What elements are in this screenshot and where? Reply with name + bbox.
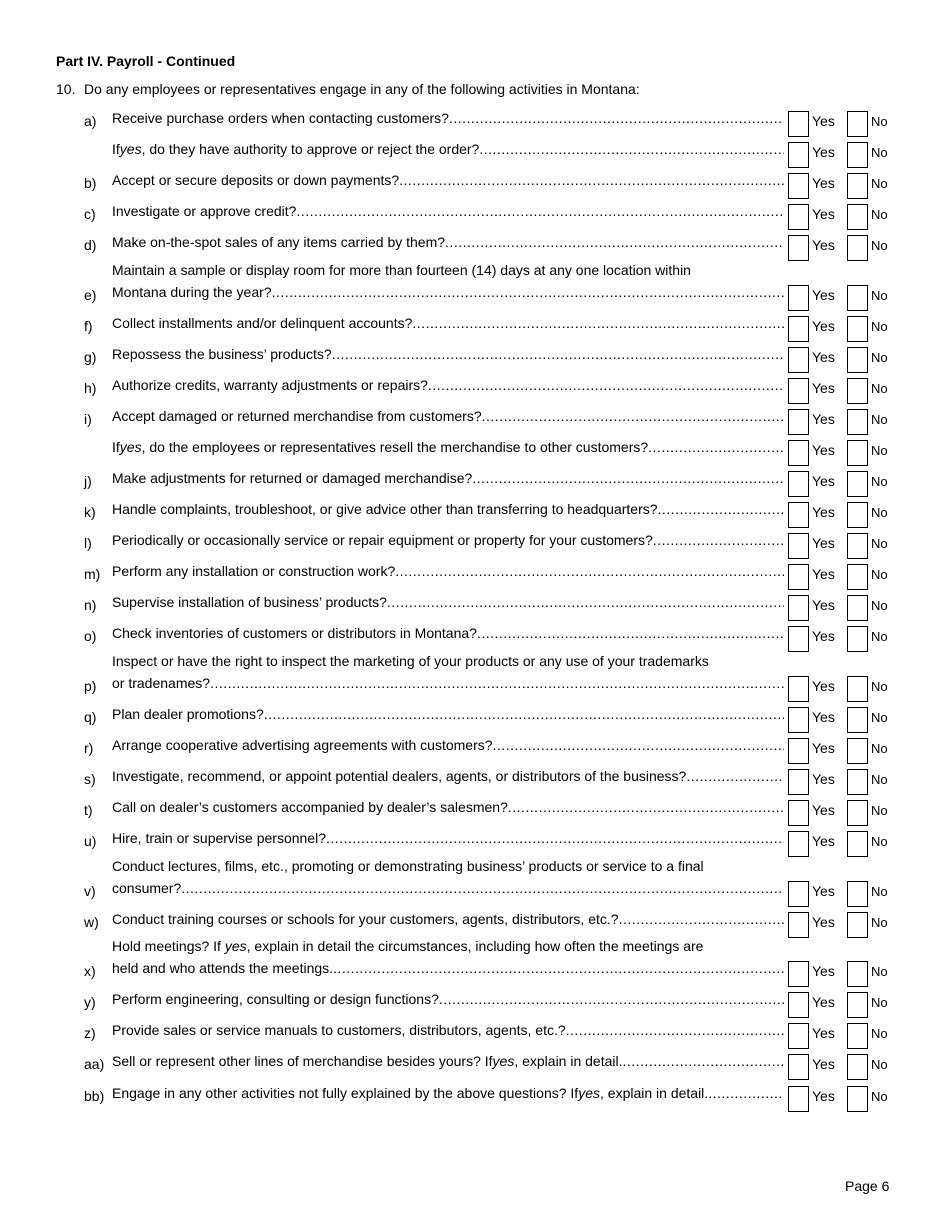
- question-text: [112, 908, 784, 930]
- question-text: [112, 436, 784, 458]
- yes-label: Yes: [812, 380, 835, 396]
- no-label: No: [871, 536, 888, 551]
- question-row: [84, 827, 892, 849]
- no-label: No: [871, 772, 888, 787]
- no-checkbox[interactable]: [847, 142, 868, 168]
- yes-label: Yes: [812, 740, 835, 756]
- yes-label: Yes: [812, 678, 835, 694]
- question-line: Make on-the-spot sales of any items carried by them? .....: [112, 231, 784, 253]
- leader-dots: [428, 374, 784, 396]
- no-label: No: [871, 1057, 888, 1072]
- no-label: No: [871, 1026, 888, 1041]
- no-label: No: [871, 474, 888, 489]
- question-text: [112, 343, 784, 365]
- no-label: No: [871, 803, 888, 818]
- question-10: [56, 81, 640, 97]
- item-label: l): [84, 535, 92, 551]
- question-number: 10.: [56, 81, 76, 97]
- leader-dots: [482, 405, 784, 427]
- question-row: [84, 374, 892, 396]
- no-checkbox[interactable]: [847, 961, 868, 987]
- item-label: e): [84, 287, 97, 303]
- question-text: [112, 1082, 784, 1104]
- leader-dots: [412, 312, 784, 334]
- yes-checkbox[interactable]: [788, 142, 809, 168]
- no-checkbox[interactable]: [847, 626, 868, 652]
- no-label: No: [871, 288, 888, 303]
- leader-dots: [493, 734, 784, 756]
- question-row: [84, 560, 892, 582]
- item-label: u): [84, 833, 97, 849]
- no-label: No: [871, 679, 888, 694]
- question-line: Sell or represent other lines of merchandise besides yours? If yes , explain in detail. .....: [112, 1050, 784, 1072]
- item-label: t): [84, 802, 93, 818]
- leader-dots: [445, 231, 784, 253]
- item-label: c): [84, 206, 96, 222]
- no-label: No: [871, 505, 888, 520]
- leader-dots: [449, 107, 784, 129]
- yes-checkbox[interactable]: [788, 595, 809, 621]
- yes-checkbox[interactable]: [788, 626, 809, 652]
- yes-checkbox[interactable]: [788, 502, 809, 528]
- no-label: No: [871, 741, 888, 756]
- question-row: [84, 107, 892, 129]
- item-label: j): [84, 473, 92, 489]
- page-number: Page 6: [845, 1178, 890, 1194]
- yes-label: Yes: [812, 442, 835, 458]
- question-line: Plan dealer promotions? .....: [112, 703, 784, 725]
- yes-checkbox[interactable]: [788, 738, 809, 764]
- question-row: [84, 467, 892, 489]
- no-checkbox[interactable]: [847, 881, 868, 907]
- yes-label: Yes: [812, 411, 835, 427]
- no-label: No: [871, 145, 888, 160]
- question-row: [84, 858, 892, 899]
- yes-checkbox[interactable]: [788, 173, 809, 199]
- leader-dots: [472, 467, 784, 489]
- leader-dots: [387, 591, 784, 613]
- yes-label: Yes: [812, 628, 835, 644]
- leader-dots: [623, 1050, 784, 1072]
- question-text: [112, 591, 784, 613]
- yes-checkbox[interactable]: [788, 1054, 809, 1080]
- question-line: Handle complaints, troubleshoot, or give advice other than transferring to headquarters? .....: [112, 498, 784, 520]
- question-line: Provide sales or service manuals to customers, distributors, agents, etc.? .....: [112, 1019, 784, 1041]
- no-checkbox[interactable]: [847, 235, 868, 261]
- yes-checkbox[interactable]: [788, 285, 809, 311]
- no-checkbox[interactable]: [847, 471, 868, 497]
- item-label: m): [84, 566, 101, 582]
- question-line-1: Maintain a sample or display room for more than fourteen (14) days at any one location within: [112, 262, 691, 278]
- item-label: b): [84, 175, 97, 191]
- question-line: Conduct training courses or schools for your customers, agents, distributors, etc.? .....: [112, 908, 784, 930]
- question-text: Do any employees or representatives engage in any of the following activities in Montana:: [84, 81, 640, 97]
- yes-label: Yes: [812, 1025, 835, 1041]
- question-line: Perform any installation or construction work? .....: [112, 560, 784, 582]
- no-label: No: [871, 319, 888, 334]
- question-line: Montana during the year? .....: [112, 281, 784, 303]
- question-line-1: Inspect or have the right to inspect the marketing of your products or any use of your trademarks: [112, 653, 709, 669]
- question-line: Investigate, recommend, or appoint potential dealers, agents, or distributors of the business? .....: [112, 765, 784, 787]
- question-row: [84, 312, 892, 334]
- question-row: [84, 343, 892, 365]
- question-line: Accept damaged or returned merchandise from customers? .....: [112, 405, 784, 427]
- question-text: [112, 467, 784, 489]
- question-row: [84, 200, 892, 222]
- no-checkbox[interactable]: [847, 738, 868, 764]
- question-line: Authorize credits, warranty adjustments or repairs? .....: [112, 374, 784, 396]
- question-line: Investigate or approve credit? .....: [112, 200, 784, 222]
- question-text: [112, 650, 784, 694]
- yes-label: Yes: [812, 771, 835, 787]
- no-checkbox[interactable]: [847, 285, 868, 311]
- no-checkbox[interactable]: [847, 378, 868, 404]
- question-row: [84, 1019, 892, 1041]
- no-label: No: [871, 567, 888, 582]
- yes-label: Yes: [812, 535, 835, 551]
- no-checkbox[interactable]: [847, 409, 868, 435]
- item-label: g): [84, 349, 97, 365]
- question-line: Make adjustments for returned or damaged merchandise? .....: [112, 467, 784, 489]
- question-line: Periodically or occasionally service or repair equipment or property for your customers? .....: [112, 529, 784, 551]
- item-label: q): [84, 709, 97, 725]
- item-label: f): [84, 318, 93, 334]
- no-checkbox[interactable]: [847, 595, 868, 621]
- leader-dots: [399, 169, 784, 191]
- no-checkbox[interactable]: [847, 1086, 868, 1112]
- yes-checkbox[interactable]: [788, 471, 809, 497]
- no-label: No: [871, 915, 888, 930]
- yes-checkbox[interactable]: [788, 831, 809, 857]
- section-title: Part IV. Payroll - Continued: [56, 53, 236, 69]
- question-line: Arrange cooperative advertising agreements with customers? .....: [112, 734, 784, 756]
- question-line: Check inventories of customers or distributors in Montana? .....: [112, 622, 784, 644]
- item-label: v): [84, 883, 96, 899]
- no-label: No: [871, 381, 888, 396]
- no-label: No: [871, 443, 888, 458]
- question-row: [84, 405, 892, 427]
- question-text: [112, 169, 784, 191]
- yes-checkbox[interactable]: [788, 912, 809, 938]
- question-line: Receive purchase orders when contacting customers? .....: [112, 107, 784, 129]
- item-label: bb): [84, 1088, 105, 1104]
- question-text: [112, 374, 784, 396]
- item-label: k): [84, 504, 96, 520]
- yes-checkbox[interactable]: [788, 1023, 809, 1049]
- item-label: z): [84, 1025, 96, 1041]
- question-text: [112, 560, 784, 582]
- yes-label: Yes: [812, 833, 835, 849]
- leader-dots: [686, 765, 784, 787]
- question-line: Call on dealer’s customers accompanied by dealer’s salesmen? .....: [112, 796, 784, 818]
- no-checkbox[interactable]: [847, 316, 868, 342]
- no-label: No: [871, 598, 888, 613]
- yes-checkbox[interactable]: [788, 707, 809, 733]
- question-line: held and who attends the meetings. .....: [112, 957, 784, 979]
- yes-label: Yes: [812, 206, 835, 222]
- no-label: No: [871, 114, 888, 129]
- leader-dots: [332, 343, 784, 365]
- yes-checkbox[interactable]: [788, 378, 809, 404]
- no-label: No: [871, 350, 888, 365]
- yes-label: Yes: [812, 473, 835, 489]
- question-row: [84, 796, 892, 818]
- leader-dots: [296, 200, 784, 222]
- item-label: x): [84, 963, 96, 979]
- question-line: Hire, train or supervise personnel? .....: [112, 827, 784, 849]
- yes-checkbox[interactable]: [788, 881, 809, 907]
- item-label: p): [84, 678, 97, 694]
- question-text: [112, 765, 784, 787]
- leader-dots: [619, 908, 784, 930]
- no-label: No: [871, 834, 888, 849]
- yes-label: Yes: [812, 1056, 835, 1072]
- leader-dots: [181, 877, 784, 899]
- question-text: [112, 988, 784, 1010]
- leader-dots: [566, 1019, 784, 1041]
- question-text: [112, 703, 784, 725]
- question-row: [84, 653, 892, 694]
- question-row: [84, 938, 892, 979]
- item-label: a): [84, 113, 97, 129]
- yes-label: Yes: [812, 287, 835, 303]
- question-row: [84, 622, 892, 644]
- question-text: [112, 855, 784, 899]
- yes-checkbox[interactable]: [788, 204, 809, 230]
- no-label: No: [871, 964, 888, 979]
- leader-dots: [272, 281, 784, 303]
- no-label: No: [871, 412, 888, 427]
- question-line-1: Conduct lectures, films, etc., promoting or demonstrating business’ products or service to a final: [112, 858, 704, 874]
- yes-label: Yes: [812, 1088, 835, 1104]
- leader-dots: [658, 498, 784, 520]
- no-label: No: [871, 710, 888, 725]
- no-label: No: [871, 629, 888, 644]
- question-line: or tradenames? .....: [112, 672, 784, 694]
- no-checkbox[interactable]: [847, 707, 868, 733]
- question-row: [84, 908, 892, 930]
- yes-label: Yes: [812, 802, 835, 818]
- yes-label: Yes: [812, 113, 835, 129]
- no-checkbox[interactable]: [847, 564, 868, 590]
- item-label: r): [84, 740, 94, 756]
- yes-checkbox[interactable]: [788, 1086, 809, 1112]
- leader-dots: [648, 436, 784, 458]
- question-text: [112, 827, 784, 849]
- yes-label: Yes: [812, 994, 835, 1010]
- yes-checkbox[interactable]: [788, 409, 809, 435]
- leader-dots: [479, 138, 784, 160]
- leader-dots: [653, 529, 784, 551]
- question-row: [84, 262, 892, 303]
- question-text: [112, 259, 784, 303]
- yes-label: Yes: [812, 963, 835, 979]
- yes-checkbox[interactable]: [788, 347, 809, 373]
- question-text: [112, 935, 784, 979]
- item-label: w): [84, 914, 99, 930]
- no-label: No: [871, 238, 888, 253]
- leader-dots: [333, 957, 784, 979]
- yes-label: Yes: [812, 597, 835, 613]
- question-row: [84, 1082, 892, 1104]
- no-label: No: [871, 884, 888, 899]
- leader-dots: [708, 1082, 784, 1104]
- item-label: d): [84, 237, 97, 253]
- question-row: [84, 169, 892, 191]
- question-line: Repossess the business’ products? .....: [112, 343, 784, 365]
- question-text: [112, 796, 784, 818]
- question-line: Engage in any other activities not fully explained by the above questions? If yes , explain in detail. .....: [112, 1082, 784, 1104]
- item-label: i): [84, 411, 92, 427]
- question-text: [112, 1050, 784, 1072]
- question-text: [112, 529, 784, 551]
- no-checkbox[interactable]: [847, 1054, 868, 1080]
- question-row: [84, 138, 892, 160]
- question-text: [112, 231, 784, 253]
- question-line: If yes , do they have authority to approve or reject the order? .....: [112, 138, 784, 160]
- question-row: [84, 1050, 892, 1072]
- no-checkbox[interactable]: [847, 347, 868, 373]
- question-line: If yes , do the employees or representatives resell the merchandise to other customers? .....: [112, 436, 784, 458]
- question-line: Perform engineering, consulting or design functions? .....: [112, 988, 784, 1010]
- no-label: No: [871, 176, 888, 191]
- question-row: [84, 988, 892, 1010]
- no-checkbox[interactable]: [847, 676, 868, 702]
- yes-checkbox[interactable]: [788, 533, 809, 559]
- question-row: [84, 765, 892, 787]
- question-text: [112, 138, 784, 160]
- no-checkbox[interactable]: [847, 440, 868, 466]
- yes-checkbox[interactable]: [788, 111, 809, 137]
- no-label: No: [871, 1089, 888, 1104]
- question-row: [84, 591, 892, 613]
- yes-label: Yes: [812, 883, 835, 899]
- leader-dots: [264, 703, 784, 725]
- no-checkbox[interactable]: [847, 204, 868, 230]
- no-checkbox[interactable]: [847, 1023, 868, 1049]
- yes-label: Yes: [812, 144, 835, 160]
- leader-dots: [508, 796, 784, 818]
- no-checkbox[interactable]: [847, 912, 868, 938]
- question-line: Collect installments and/or delinquent accounts? .....: [112, 312, 784, 334]
- yes-checkbox[interactable]: [788, 961, 809, 987]
- no-checkbox[interactable]: [847, 502, 868, 528]
- question-text: [112, 734, 784, 756]
- no-checkbox[interactable]: [847, 800, 868, 826]
- no-label: No: [871, 207, 888, 222]
- question-row: [84, 231, 892, 253]
- yes-label: Yes: [812, 349, 835, 365]
- yes-label: Yes: [812, 504, 835, 520]
- yes-label: Yes: [812, 318, 835, 334]
- item-label: o): [84, 628, 97, 644]
- question-row: [84, 734, 892, 756]
- yes-label: Yes: [812, 709, 835, 725]
- no-checkbox[interactable]: [847, 831, 868, 857]
- question-row: [84, 436, 892, 458]
- yes-checkbox[interactable]: [788, 992, 809, 1018]
- yes-label: Yes: [812, 566, 835, 582]
- yes-label: Yes: [812, 175, 835, 191]
- no-checkbox[interactable]: [847, 173, 868, 199]
- yes-checkbox[interactable]: [788, 676, 809, 702]
- item-label: y): [84, 994, 96, 1010]
- no-checkbox[interactable]: [847, 533, 868, 559]
- question-row: [84, 703, 892, 725]
- question-line: Supervise installation of business’ products? .....: [112, 591, 784, 613]
- leader-dots: [439, 988, 784, 1010]
- question-text: [112, 622, 784, 644]
- question-text: [112, 498, 784, 520]
- yes-checkbox[interactable]: [788, 800, 809, 826]
- yes-label: Yes: [812, 914, 835, 930]
- question-text: [112, 107, 784, 129]
- question-line-1: Hold meetings? If yes, explain in detail the circumstances, including how often the meetings are: [112, 938, 704, 954]
- leader-dots: [477, 622, 784, 644]
- yes-checkbox[interactable]: [788, 564, 809, 590]
- yes-checkbox[interactable]: [788, 769, 809, 795]
- question-text: [112, 1019, 784, 1041]
- leader-dots: [210, 672, 784, 694]
- yes-checkbox[interactable]: [788, 235, 809, 261]
- item-label: h): [84, 380, 97, 396]
- question-line: Accept or secure deposits or down payments? .....: [112, 169, 784, 191]
- item-label: s): [84, 771, 96, 787]
- leader-dots: [395, 560, 784, 582]
- no-label: No: [871, 995, 888, 1010]
- question-text: [112, 200, 784, 222]
- yes-label: Yes: [812, 237, 835, 253]
- question-row: [84, 529, 892, 551]
- question-text: [112, 312, 784, 334]
- no-checkbox[interactable]: [847, 111, 868, 137]
- no-checkbox[interactable]: [847, 992, 868, 1018]
- yes-checkbox[interactable]: [788, 440, 809, 466]
- question-line: consumer? .....: [112, 877, 784, 899]
- no-checkbox[interactable]: [847, 769, 868, 795]
- item-label: n): [84, 597, 97, 613]
- leader-dots: [326, 827, 784, 849]
- question-text: [112, 405, 784, 427]
- question-row: [84, 498, 892, 520]
- yes-checkbox[interactable]: [788, 316, 809, 342]
- item-label: aa): [84, 1056, 105, 1072]
